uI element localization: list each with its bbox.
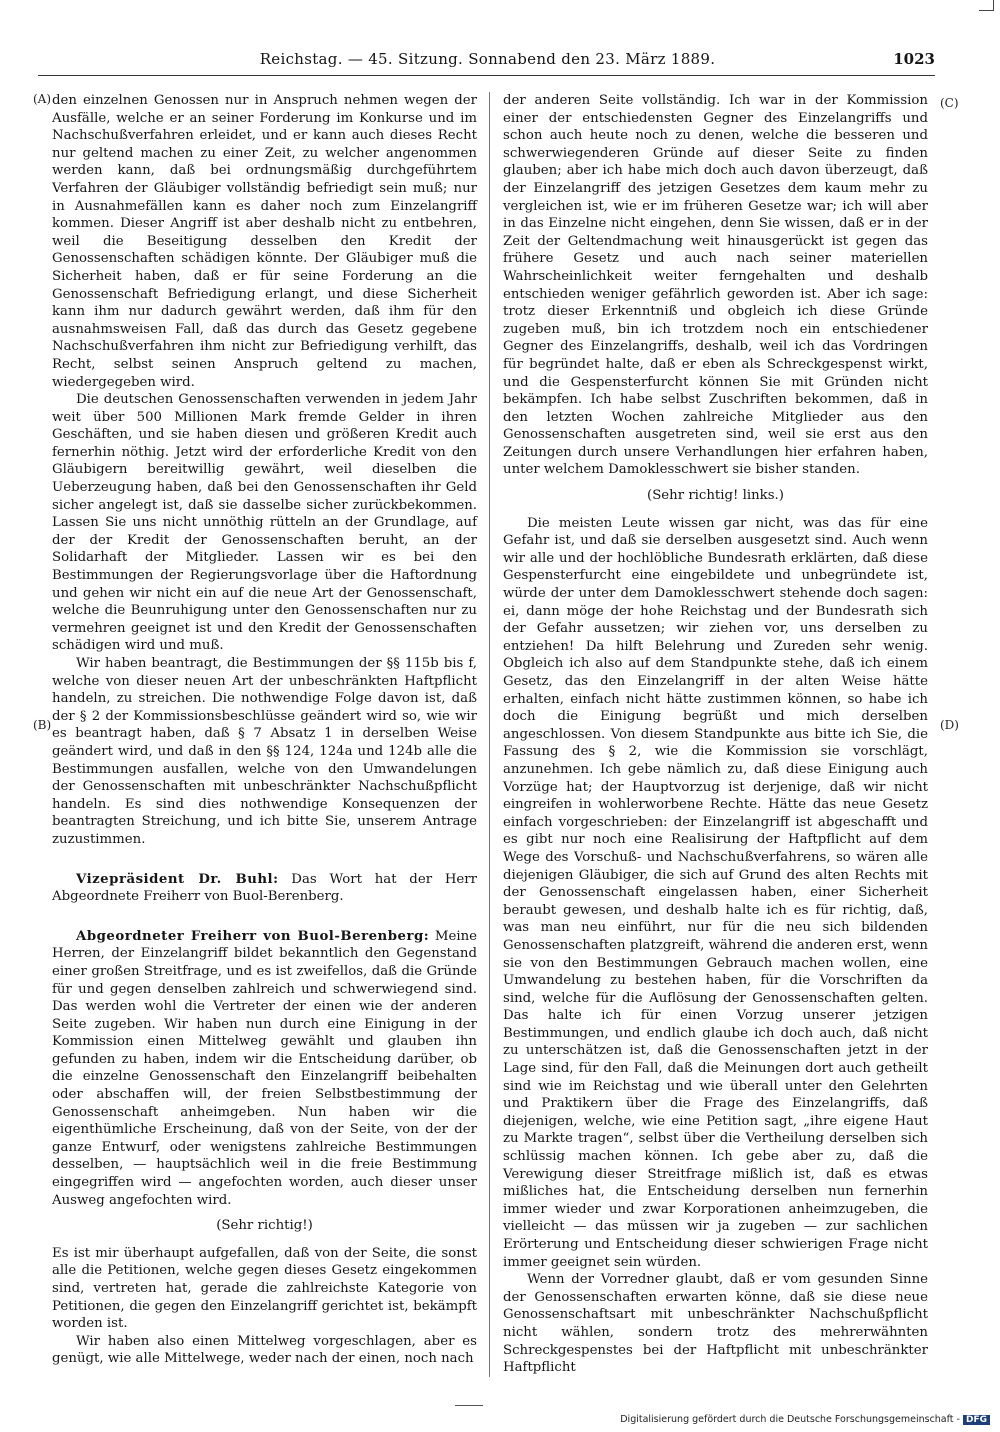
speaker-name: Vizepräsident Dr. Buhl: — [76, 871, 279, 887]
paragraph: Wenn der Vorredner glaubt, daß er vom gesunden Sinne der Genossenschaften erwarten könne, daß sie diese neue Genossenschaftsart mit unbeschränkter Nachschußpflicht nicht wählen, sondern trotz des mehrerwähnten Schreckgespenstes bei der Haftpflicht mit unbeschränkter Haftpflicht — [503, 1272, 928, 1376]
paragraph: den einzelnen Genossen nur in Anspruch nehmen wegen der Ausfälle, welche er an seiner Forderung im Konkurse und im Nachschußverfahren erleidet, und er kann auch dieses Recht nur geltend machen zu einer Zeit, zu welcher angenommen werden kann, daß bei ordnungsmäßig durchgeführtem Verfahren der Gläubiger vollständig befriedigt sein muß; nur in Ausnahmefällen kann es daher noch zum Einzelangriff kommen. Dieser Angriff ist aber deshalb nicht zu entbehren, weil die Beseitigung desselben den Kredit der Genossenschaften schädigen könnte. Der Gläubiger muß die Sicherheit haben, daß er für seine Forderung an die Genossenschaft Befriedigung erlangt, und diese Sicherheit kann ihm nur dadurch gewährt werden, daß ihm für den ausnahmsweisen Fall, daß das durch das Gesetz gegebene Nachschußverfahren ihm nicht zur Befriedigung verhilft, das Recht, selbst seinen Anspruch geltend zu machen, wiedergegeben wird. — [52, 93, 477, 390]
paragraph: Wir haben also einen Mittelweg vorgeschlagen, aber es genügt, wie alle Mittelwege, weder nach der einen, noch nach — [52, 1333, 477, 1367]
interjection: (Sehr richtig!) — [216, 1218, 313, 1234]
margin-marker-d: (D) — [940, 718, 959, 732]
margin-marker-a: (A) — [33, 92, 52, 106]
right-column — [503, 92, 928, 1377]
spacer — [52, 906, 477, 928]
column-divider — [489, 92, 490, 1377]
statement-text: Das Wort hat der Herr Abgeordnete Freiherr von Buol-Berenberg. — [52, 871, 477, 905]
dfg-logo: DFG — [963, 1415, 990, 1425]
interjection: (Sehr richtig! links.) — [647, 488, 784, 504]
page-number: 1023 — [893, 50, 935, 68]
footer-rule — [455, 1405, 483, 1406]
speaker-name: Abgeordneter Freiherr von Buol-Berenberg: — [76, 928, 430, 944]
left-column — [52, 92, 477, 1368]
paragraph: Die deutschen Genossenschaften verwenden in jedem Jahr weit über 500 Millionen Mark fremde Gelder in ihren Geschäften, und sie haben diesen und größeren Kredit auch fernerhin nöthig. Jetzt wird der erforderliche Kredit von den Gläubigern bereitwillig gewährt, weil dieselben die Ueberzeugung haben, daß bei den Genossenschaften ihr Geld sicher angelegt ist, daß sie dasselbe sicher zurückbekommen. Lassen Sie uns nicht unnöthig rütteln an der Grundlage, auf der der Kredit der Genossenschaften beruht, an der Solidarhaft der Mitglieder. Lassen wir es bei den Bestimmungen der Regierungsvorlage über die Haftordnung und gehen wir nicht ein auf die neue Art der Genossenschaft, welche die Beunruhigung unter den Genossenschaften nur zu vermehren geeignet ist und den Kredit der Genossenschaften schädigen wird und muß. — [52, 392, 477, 654]
paragraph: Die meisten Leute wissen gar nicht, was das für eine Gefahr ist, und daß sie derselben ausgesetzt sind. Auch wenn wir alle und der hochlöbliche Bundesrath erklärten, daß diese Gespensterfurcht eine eingebildete und unbegründete ist, würde der unter dem Damoklesschwert stehende doch sagen: ei, dann möge der hohe Reichstag und der Bundesrath sich der Gefahr aussetzen; wir ziehen vor, uns derselben zu entziehen! Da hilft Belehrung und Zureden sehr wenig. Obgleich ich also auf dem Standpunkte stehe, daß ich einem Gesetz, das den Einzelangriff in der alten Weise hätte erhalten, einfach nicht hätte zustimmen können, so habe ich doch die Einigung begrüßt und mich derselben angeschlossen. Von diesem Standpunkte aus bitte ich Sie, die Fassung des § 2, wie die Kommission sie vorschlägt, anzunehmen. Ich gebe nämlich zu, daß diese Einigung auch Vorzüge hat; der Hauptvorzug ist derjenige, daß wir nicht eingreifen in wohlerworbene Rechte. Hätte das neue Gesetz einfach vorgeschrieben: der Einzelangriff ist abgeschafft und es gibt nur noch eine Realisirung der Haftpflicht auf dem Wege des Vorschuß- und Nachschußverfahrens, so wären alle diejenigen Gläubiger, die sich auf Grund des alten Rechts mit der Genossenschaft eingelassen haben, einer Sicherheit beraubt gewesen, und deshalb halte ich es für richtig, daß, was man neu einführt, nur für die neu sich bildenden Genossenschaften platzgreift, während die anderen erst, wenn sie von den Bestimmungen Gebrauch machen wollen, eine Umwandelung zu bestehen haben, für die Vorschriften da sind, welche für die Auflösung der Genossenschaften gelten. Das halte ich für einen Vorzug unserer jetzigen Bestimmungen, und endlich glaube ich doch auch, daß nicht zu unterschätzen ist, daß die Genossenschaften jetzt in der Lage sind, für den Fall, daß die Meinungen dort auch getheilt sind wie im Reichstag und wie überall unter den Gelehrten und Praktikern über die Frage des Einzelangriffs, daß diejenigen, welche, wie eine Petition sagt, „ihre eigene Haut zu Markte tragen“, selbst über die Vertheilung derselben sich schlüssig machen können. Ich gebe aber zu, daß die Verewigung dieser Streitfrage mißlich ist, daß es etwas mißliches hat, die Entscheidung derselben nun fernerhin immer wieder und zwar Korporationen anheimzugeben, die vielleicht — das müssen wir ja zugeben — zur sachlichen Erörterung und Entscheidung dieser schwierigen Frage nicht immer geeignet sein würden. — [503, 515, 928, 1270]
speech-text: Meine Herren, der Einzelangriff bildet bekanntlich den Gegenstand einer großen Streitfrage, und es ist zweifellos, daß die Gründe für und gegen denselben zahlreich und schwerwiegend sind. Das werden wohl die Vertreter der einen wie der anderen Seite zugeben. Wir haben nun durch eine Einigung in der Kommission einen Mittelweg gewählt und glauben ihn gefunden zu haben, indem wir die Entscheidung darüber, ob die einzelne Genossenschaft den Einzelangriff beibehalten oder abschaffen will, der freien Selbstbestimmung der Genossenschaft anheimgeben. Nun haben wir die eigenthümliche Erscheinung, daß von der Seite, von der der ganze Entwurf, oder wenigstens zahlreiche Bestimmungen desselben, — hauptsächlich weil in die freie Bestimmung eingegriffen wird — angefochten worden, auch dieser unser Ausweg angefochten wird. — [52, 928, 478, 1208]
paragraph: der anderen Seite vollständig. Ich war in der Kommission einer der entschiedensten Gegner des Einzelangriffs und schon auch heute noch zu denen, welche die besseren und schwerwiegenderen Gründe auf dieser Seite zu finden glauben; aber ich habe mich doch auch davon überzeugt, daß der Einzelangriff des jetzigen Gesetzes dem kaum mehr zu vergleichen ist, wie er im früheren Gesetze war; ich will aber in das Einzelne nicht eingehen, denn Sie wissen, daß er in der Zeit der Geltendmachung weit hinausgerückt ist gegen das frühere Gesetz und auch nach seiner materiellen Wahrscheinlichkeit weiter ferngehalten und deshalb entschieden weniger gefährlich geworden ist. Aber ich sage: trotz dieser Erkenntniß und obgleich ich diese Gründe zugeben muß, bin ich trotzdem noch ein entschiedener Gegner des Einzelangriffs, deshalb, weil ich das Vordringen für begründet halte, daß er eben als Schreckgespenst wirkt, und die Gespensterfurcht können Sie mit Gründen nicht bekämpfen. Ich habe selbst Zuschriften bekommen, daß in den letzten Wochen zahlreiche Mitglieder aus den Genossenschaften ausgetreten sind, weil sie erst aus den Zeitungen durch unsere Verhandlungen hier erfahren haben, unter welchem Damoklesschwert sie bisher standen. — [503, 93, 928, 478]
margin-marker-c: (C) — [940, 96, 959, 110]
spacer — [52, 849, 477, 871]
running-title: Reichstag. — 45. Sitzung. Sonnabend den 23. März 1889. — [259, 50, 716, 68]
speech-opening — [52, 928, 477, 1210]
digitization-footer — [620, 1414, 990, 1425]
page-header — [40, 50, 935, 72]
paragraph: Wir haben beantragt, die Bestimmungen der §§ 115b bis f, welche von dieser neuen Art der unbeschränkten Haftpflicht handeln, zu streichen. Die nothwendige Folge davon ist, daß der § 2 der Kommissionsbeschlüsse geändert wird so, wie wir es beantragt haben, daß § 7 Absatz 1 in derselben Weise geändert wird, und daß in den §§ 124, 124a und 124b alle die Bestimmungen ausfallen, welche von den Umwandelungen der Genossenschaften mit unbeschränkter Nachschußpflicht handeln. Es sind dies nothwendige Konsequenzen der beantragten Streichung, und ich bitte Sie, unserem Antrage zuzustimmen. — [52, 656, 477, 847]
header-rule — [38, 75, 935, 76]
vice-president-statement — [52, 871, 477, 906]
crop-mark — [979, 0, 994, 11]
paragraph: Es ist mir überhaupt aufgefallen, daß von der Seite, die sonst alle die Petitionen, welche gegen dieses Gesetz eingekommen sind, vertreten hat, gerade die zahlreichste Kategorie von Petitionen, die gegen den Einzelangriff gerichtet ist, bekämpft worden ist. — [52, 1245, 477, 1332]
footer-text: Digitalisierung gefördert durch die Deutsche Forschungsgemeinschaft - — [620, 1414, 960, 1425]
margin-marker-b: (B) — [33, 718, 52, 732]
